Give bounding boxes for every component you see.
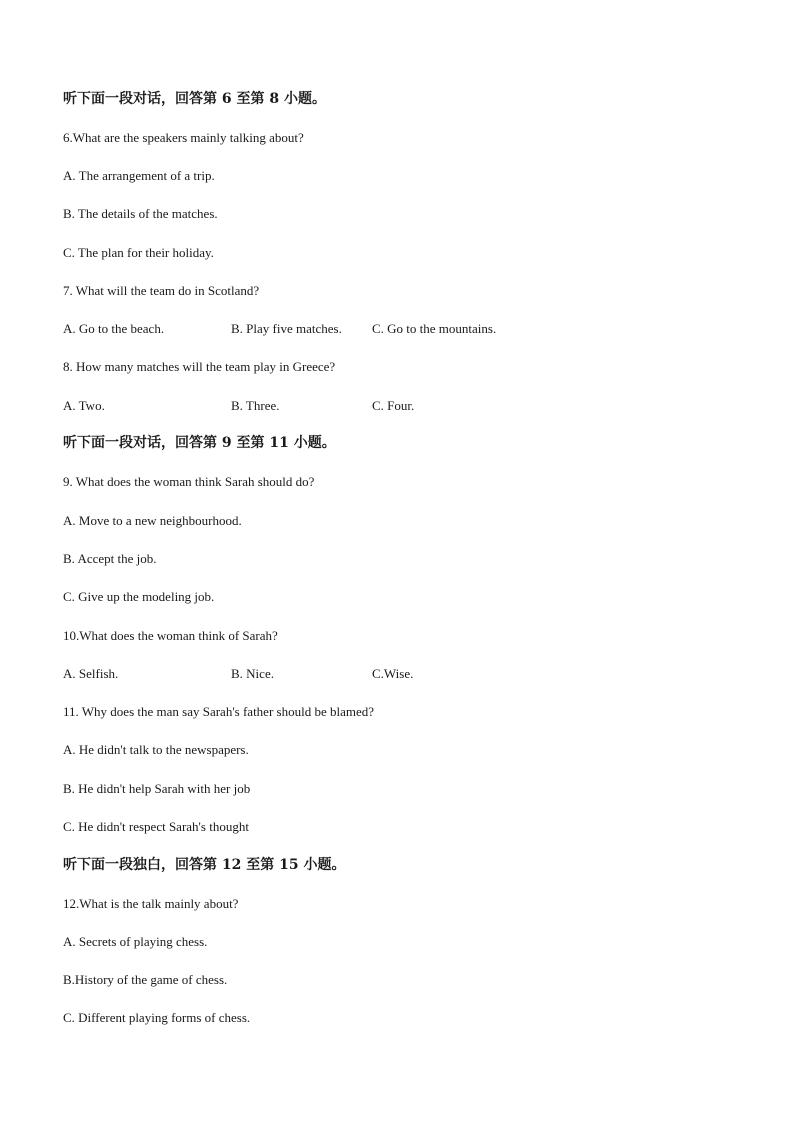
option-b: B. The details of the matches. bbox=[63, 206, 218, 221]
option-c: C. Four. bbox=[372, 398, 415, 413]
option-a: A. The arrangement of a trip. bbox=[63, 168, 215, 183]
option-a: A. Selfish. bbox=[63, 666, 119, 681]
option-b: B. Play five matches. bbox=[231, 321, 342, 336]
option-c: C. He didn't respect Sarah's thought bbox=[63, 819, 249, 834]
question-stem: 11. Why does the man say Sarah's father should be blamed? bbox=[63, 704, 375, 719]
option-c: C.Wise. bbox=[372, 666, 414, 681]
question-stem: 7. What will the team do in Scotland? bbox=[63, 283, 260, 298]
section-heading: 听下面一段对话，回答第 9 至第 11 小题。 bbox=[63, 435, 336, 451]
question-stem: 9. What does the woman think Sarah should do? bbox=[63, 474, 315, 489]
option-a: A. He didn't talk to the newspapers. bbox=[63, 742, 249, 757]
option-a: A. Secrets of playing chess. bbox=[63, 934, 208, 949]
section-heading: 听下面一段独白，回答第 12 至第 15 小题。 bbox=[63, 857, 346, 873]
question-stem: 8. How many matches will the team play in Greece? bbox=[63, 359, 336, 374]
option-b: B. Nice. bbox=[231, 666, 274, 681]
option-a: A. Two. bbox=[63, 398, 105, 413]
option-row bbox=[63, 320, 623, 338]
section-heading: 听下面一段对话，回答第 6 至第 8 小题。 bbox=[63, 91, 326, 107]
option-b: B. Accept the job. bbox=[63, 551, 157, 566]
question-stem: 10.What does the woman think of Sarah? bbox=[63, 628, 278, 643]
option-b: B. He didn't help Sarah with her job bbox=[63, 781, 251, 796]
option-row bbox=[63, 397, 623, 415]
option-b: B.History of the game of chess. bbox=[63, 972, 228, 987]
option-a: A. Go to the beach. bbox=[63, 321, 165, 336]
question-stem: 6.What are the speakers mainly talking about? bbox=[63, 130, 304, 145]
question-stem: 12.What is the talk mainly about? bbox=[63, 896, 239, 911]
option-row bbox=[63, 665, 623, 683]
option-c: C. Go to the mountains. bbox=[372, 321, 497, 336]
option-a: A. Move to a new neighbourhood. bbox=[63, 513, 242, 528]
option-c: C. The plan for their holiday. bbox=[63, 245, 214, 260]
option-b: B. Three. bbox=[231, 398, 280, 413]
option-c: C. Different playing forms of chess. bbox=[63, 1010, 251, 1025]
option-c: C. Give up the modeling job. bbox=[63, 589, 215, 604]
